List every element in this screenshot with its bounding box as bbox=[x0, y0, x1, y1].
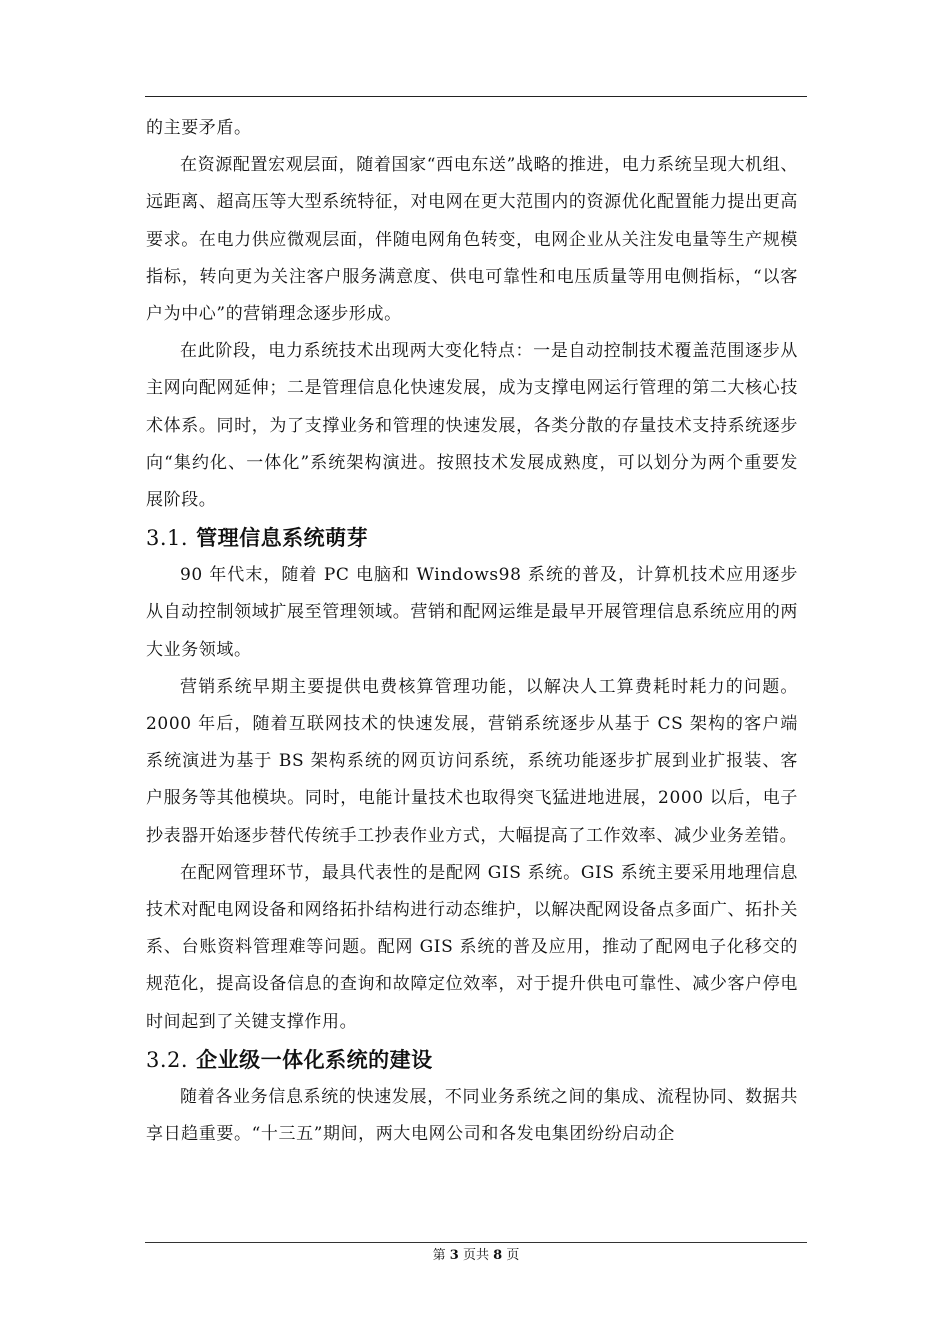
footer-middle: 页共 bbox=[462, 1248, 489, 1263]
page-footer bbox=[145, 1247, 807, 1265]
paragraph-gis-system: 在配网管理环节，最具代表性的是配网 GIS 系统。GIS 系统主要采用地理信息技术对配电网设备和网络拓扑结构进行动态维护，以解决配网设备点多面广、拓扑关系、台账资料管理难等问题。配网 GIS 系统的普及应用，推动了配网电子化移交的规范化，提高设备信息的查询和故障定位效率，对于提升供电可靠性、减少客户停电时间起到了关键支撑作用。 bbox=[146, 862, 798, 1032]
footer-total-pages: 8 bbox=[493, 1248, 503, 1263]
paragraph-marketing-system: 营销系统早期主要提供电费核算管理功能，以解决人工算费耗时耗力的问题。2000 年后，随着互联网技术的快速发展，营销系统逐步从基于 CS 架构的客户端系统演进为基于 BS 架构系统的网页访问系统，系统功能逐步扩展到业扩报装、客户服务等其他模块。同时，电能计量技术也取得突飞猛进地进展，2000 以后，电子抄表器开始逐步替代传统手工抄表作业方式，大幅提高了工作效率、减少业务差错。 bbox=[146, 676, 798, 846]
header-rule bbox=[145, 96, 807, 97]
footer-current-page: 3 bbox=[449, 1248, 459, 1263]
footer-prefix: 第 bbox=[432, 1248, 446, 1263]
paragraph-resource-allocation: 在资源配置宏观层面，随着国家“西电东送”战略的推进，电力系统呈现大机组、远距离、超高压等大型系统特征，对电网在更大范围内的资源优化配置能力提出更高要求。在电力供应微观层面，伴随电网角色转变，电网企业从关注发电量等生产规模指标，转向更为关注客户服务满意度、供电可靠性和电压质量等用电侧指标，“以客户为中心”的营销理念逐步形成。 bbox=[146, 155, 798, 325]
paragraph-stage-features: 在此阶段，电力系统技术出现两大变化特点：一是自动控制技术覆盖范围逐步从主网向配网延伸；二是管理信息化快速发展，成为支撑电网运行管理的第二大核心技术体系。同时，为了支撑业务和管理的快速发展，各类分散的存量技术支持系统逐步向“集约化、一体化”系统架构演进。按照技术发展成熟度，可以划分为两个重要发展阶段。 bbox=[146, 341, 798, 511]
section-number: 3.1. bbox=[146, 526, 189, 551]
paragraph-pc-era: 90 年代末，随着 PC 电脑和 Windows98 系统的普及，计算机技术应用逐步从自动控制领域扩展至管理领域。营销和配网运维是最早开展管理信息系统应用的两大业务领域。 bbox=[146, 565, 798, 660]
section-title: 企业级一体化系统的建设 bbox=[196, 1047, 433, 1072]
section-title: 管理信息系统萌芽 bbox=[196, 526, 369, 551]
paragraph-integration: 随着各业务信息系统的快速发展，不同业务系统之间的集成、流程协同、数据共享日趋重要。“十三五”期间，两大电网公司和各发电集团纷纷启动企 bbox=[146, 1086, 798, 1145]
section-number: 3.2. bbox=[146, 1047, 189, 1072]
footer-rule bbox=[145, 1242, 807, 1243]
section-heading-3-2 bbox=[146, 1041, 798, 1079]
footer-suffix: 页 bbox=[506, 1248, 520, 1263]
section-heading-3-1 bbox=[146, 519, 798, 557]
paragraph-continued: 的主要矛盾。 bbox=[146, 118, 252, 138]
body-text bbox=[146, 110, 798, 1153]
